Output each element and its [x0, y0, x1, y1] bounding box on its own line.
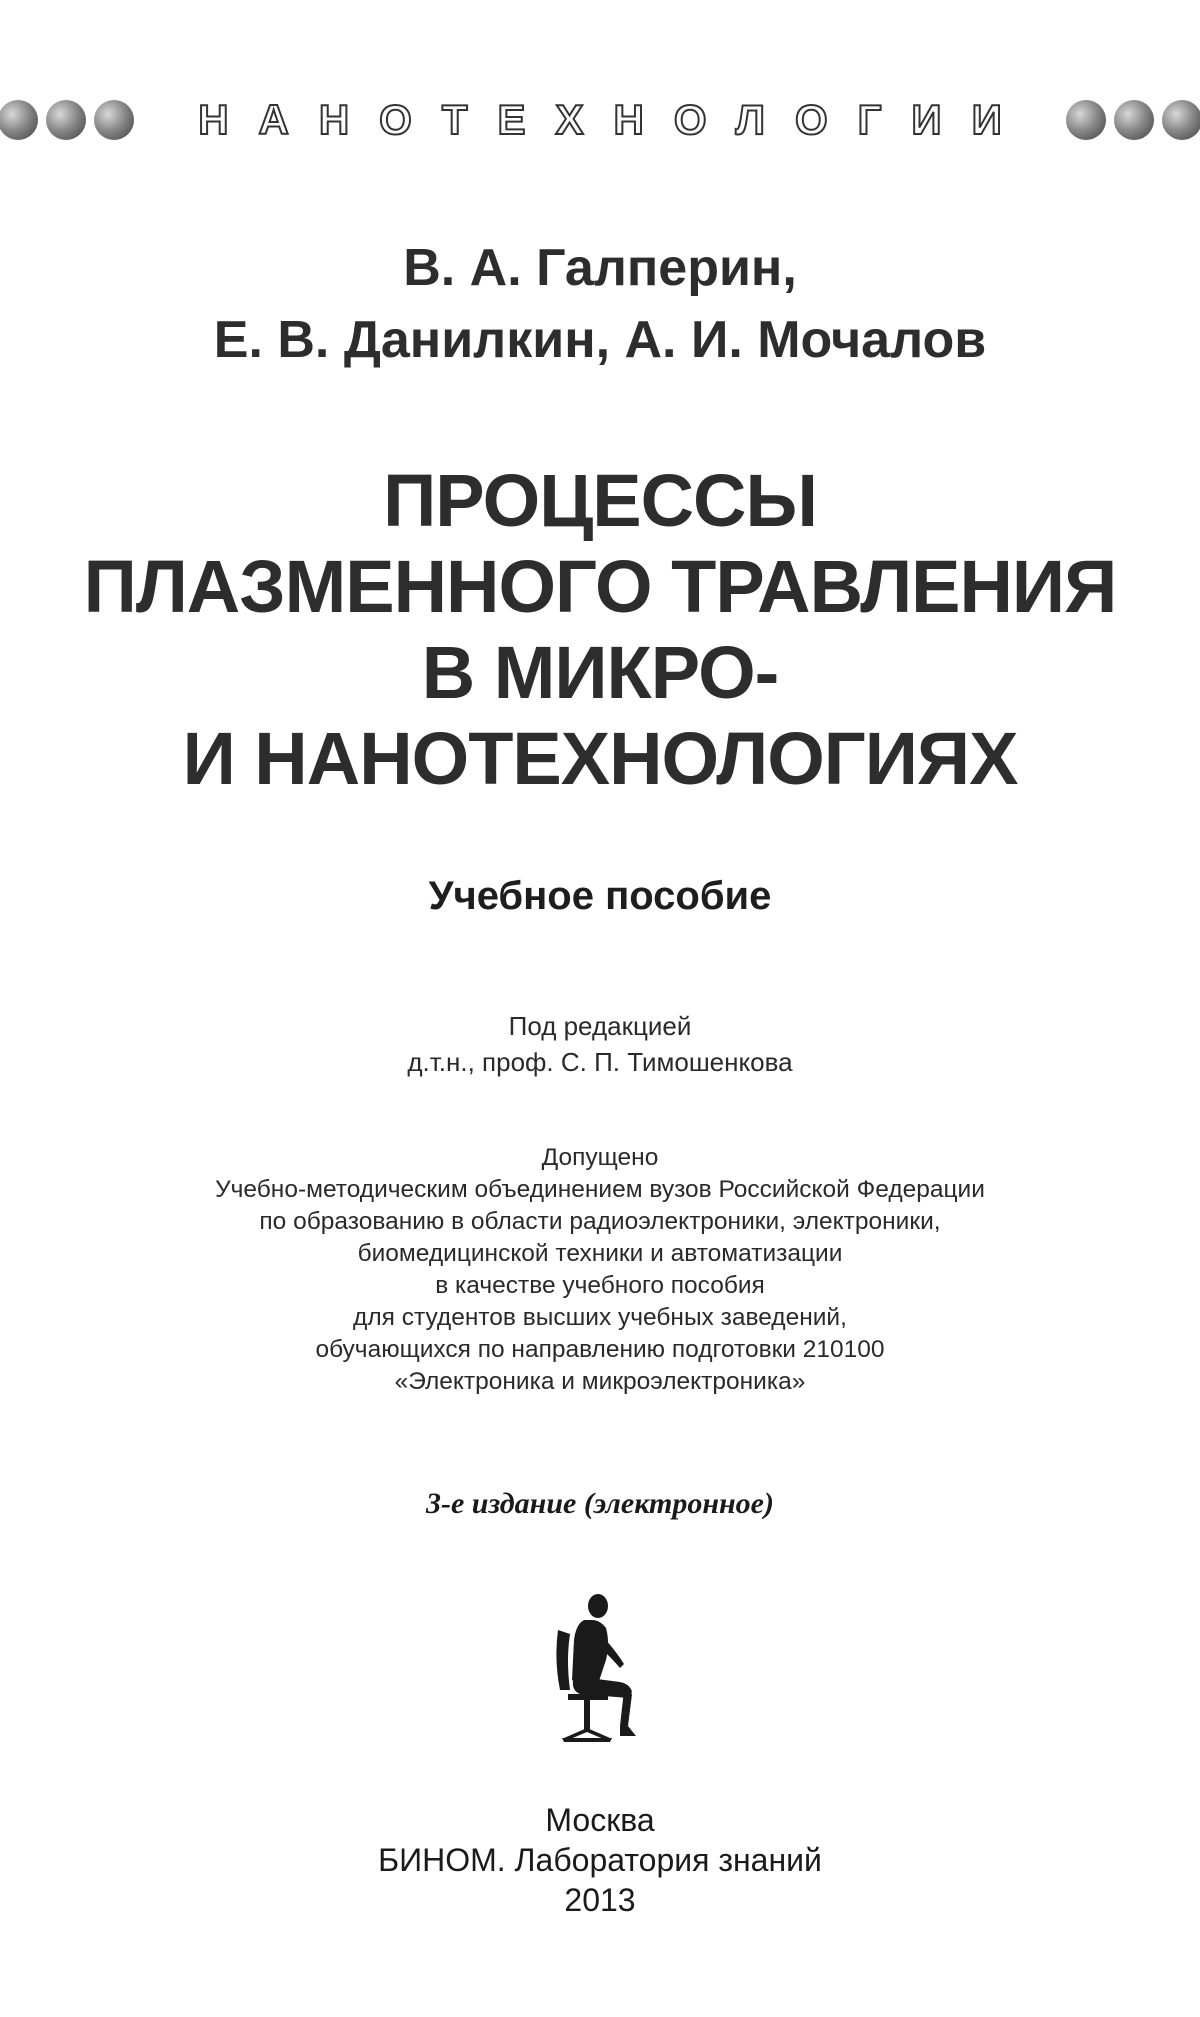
decorative-dot	[1114, 100, 1154, 140]
authors	[0, 232, 1200, 376]
book-title-line-2: ПЛАЗМЕННОГО ТРАВЛЕНИЯ	[83, 545, 1117, 628]
editor-credit	[0, 1008, 1200, 1080]
series-title: НАНОТЕХНОЛОГИИ	[198, 96, 1032, 143]
seated-man-silhouette-icon	[540, 1590, 660, 1750]
imprint	[0, 1800, 1200, 1920]
book-subtitle: Учебное пособие	[428, 874, 772, 918]
series-dots-right	[1066, 100, 1200, 140]
imprint-publisher: БИНОМ. Лаборатория знаний	[378, 1842, 822, 1878]
book-title	[0, 458, 1200, 802]
editor-line-1: Под редакцией	[508, 1011, 692, 1041]
approval-line: Допущено	[541, 1144, 659, 1171]
book-title-line-4: И НАНОТЕХНОЛОГИЯХ	[182, 717, 1018, 800]
decorative-dot	[94, 100, 134, 140]
authors-line-2: Е. В. Данилкин, А. И. Мочалов	[213, 311, 987, 369]
book-title-line-3: В МИКРО-	[421, 631, 779, 714]
approval-line: биомедицинской техники и автоматизации	[357, 1240, 843, 1267]
approval-statement	[0, 1142, 1200, 1398]
decorative-dot	[0, 100, 38, 140]
series-header	[0, 95, 1200, 145]
approval-line: в качестве учебного пособия	[435, 1272, 765, 1299]
decorative-dot	[46, 100, 86, 140]
approval-line: для студентов высших учебных заведений,	[353, 1304, 847, 1331]
approval-line: обучающихся по направлению подготовки 210100	[315, 1336, 885, 1363]
edition-note: 3-е издание (электронное)	[425, 1487, 774, 1520]
authors-line-1: В. А. Галперин,	[403, 239, 797, 297]
book-title-line-1: ПРОЦЕССЫ	[383, 459, 817, 542]
decorative-dot	[1162, 100, 1200, 140]
approval-line: по образованию в области радиоэлектроники, электроники,	[259, 1208, 941, 1235]
series-dots-left	[0, 100, 134, 140]
decorative-dot	[1066, 100, 1106, 140]
imprint-year: 2013	[564, 1882, 636, 1918]
editor-line-2: д.т.н., проф. С. П. Тимошенкова	[407, 1047, 793, 1077]
approval-line: «Электроника и микроэлектроника»	[394, 1368, 806, 1395]
imprint-city: Москва	[545, 1802, 655, 1838]
approval-line: Учебно-методическим объединением вузов Российской Федерации	[215, 1176, 985, 1203]
